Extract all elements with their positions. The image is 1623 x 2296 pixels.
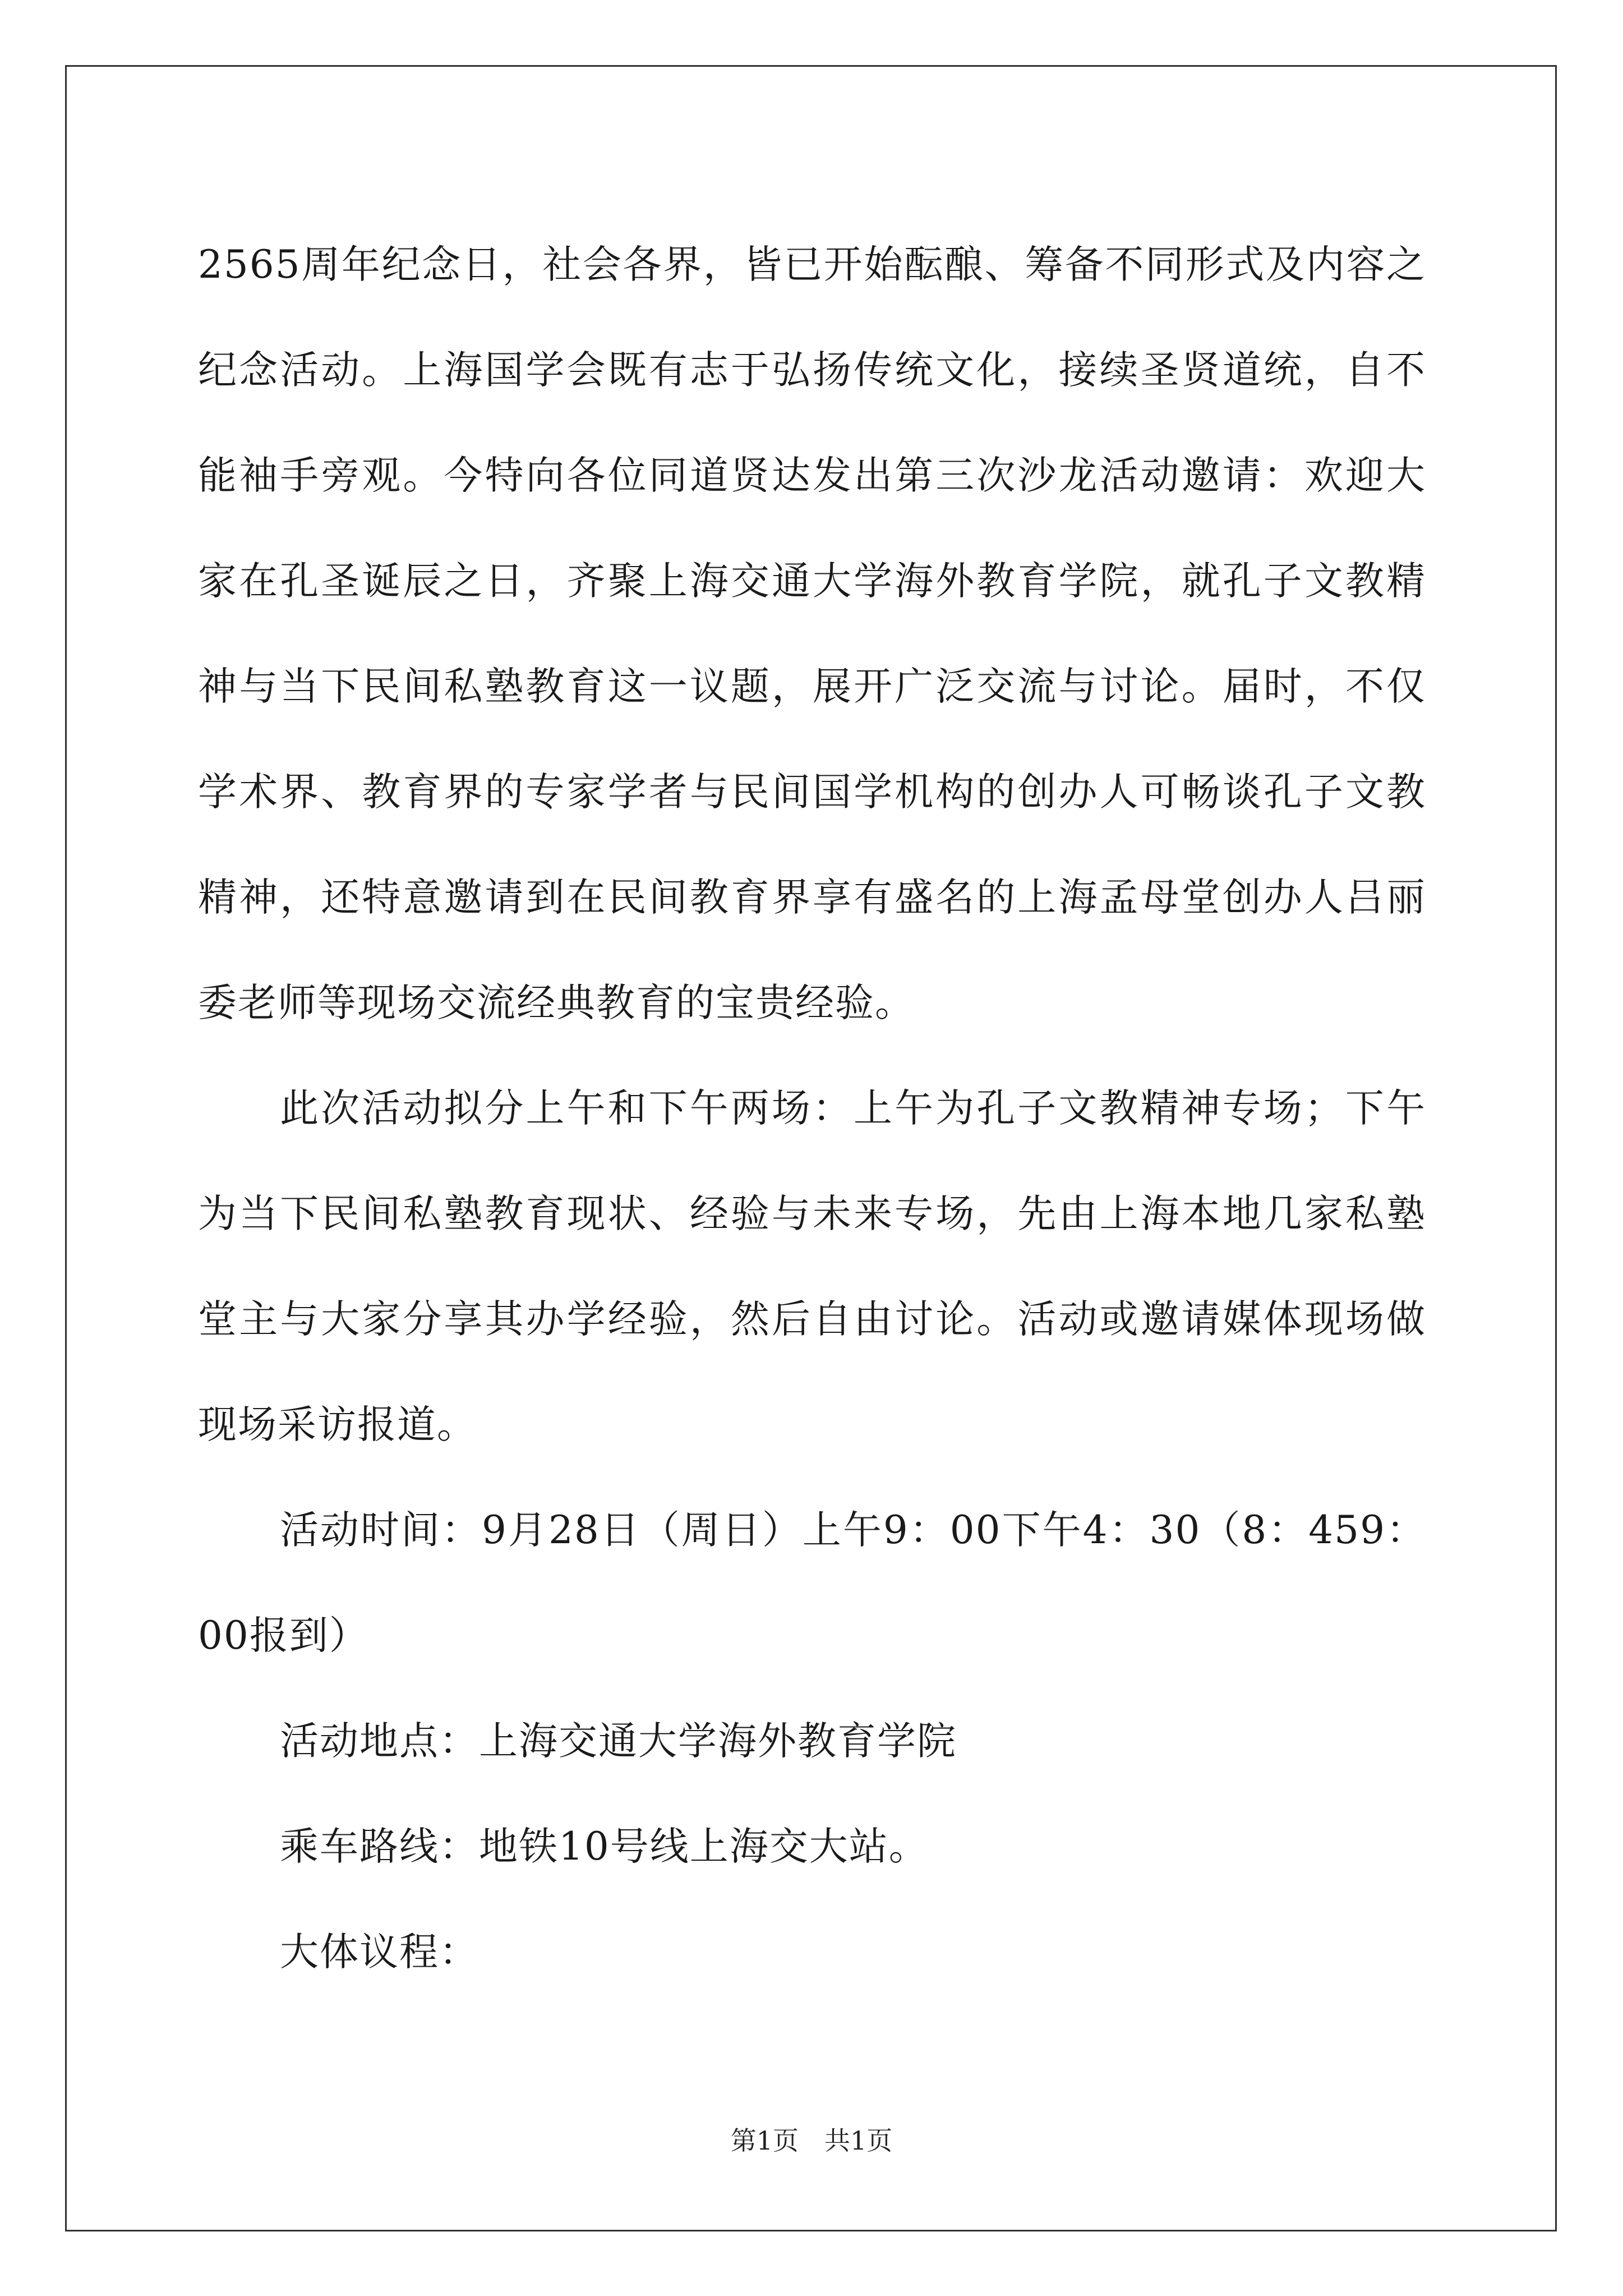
paragraph-route: 乘车路线：地铁10号线上海交大站。 [280,1824,929,1869]
paragraph-intro: 2565周年纪念日，社会各界，皆已开始酝酿、筹备不同形式及内容之纪念活动。上海国学会既有志于弘扬传统文化，接续圣贤道统，自不能袖手旁观。今特向各位同道贤达发出第三次沙龙活动邀请：欢迎大家在孔圣诞辰之日，齐聚上海交通大学海外教育学院，就孔子文教精神与当下民间私塾教育这一议题，展开广泛交流与讨论。届时，不仅学术界、教育界的专家学者与民间国学机构的创办人可畅谈孔子文教精神，还特意邀请到在民间教育界享有盛名的上海孟母堂创办人吕丽委老师等现场交流经典教育的宝贵经验。 [198,242,1426,1025]
paragraph-location: 活动地点：上海交通大学海外教育学院 [280,1719,957,1764]
paragraph-agenda: 大体议程： [280,1930,479,1975]
paragraph-time: 活动时间：9月28日（周日）上午9：00下午4：30（8：459：00报到） [198,1508,1426,1658]
page-number: 第1页 共1页 [730,2125,893,2156]
paragraph-schedule: 此次活动拟分上午和下午两场：上午为孔子文教精神专场；下午为当下民间私塾教育现状、经验与未来专场，先由上海本地几家私塾堂主与大家分享其办学经验，然后自由讨论。活动或邀请媒体现场做现场采访报道。 [198,1086,1426,1447]
document-body [198,212,1426,2005]
